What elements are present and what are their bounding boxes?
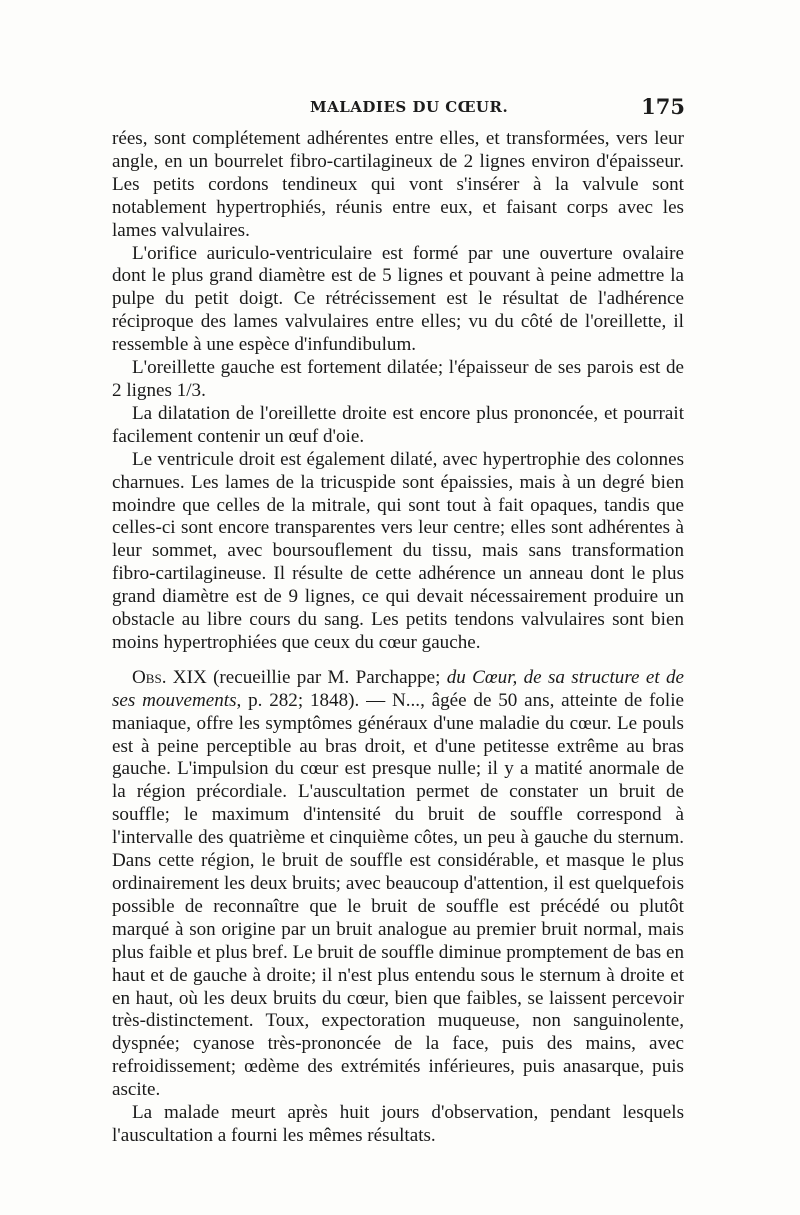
observation-closing: La malade meurt après huit jours d'observation, pendant lesquels l'auscultation a fourni les mêmes résultats. xyxy=(112,1102,684,1146)
paragraph-orifice: L'orifice auriculo-ventriculaire est formé par une ouverture ovalaire dont le plus grand diamètre est de 5 lignes et pouvant à peine admettre la pulpe du petit doigt. Ce rétrécissement est le résultat de l'adhérence réciproque des lames valvulaires entre elles; vu du côté de l'oreillette, il ressemble à une espèce d'infundibulum. xyxy=(112,242,684,356)
paragraph-right-atrium: La dilatation de l'oreillette droite est encore plus prononcée, et pourrait facilement contenir un œuf d'oie. xyxy=(112,402,684,447)
observation-body: , p. 282; 1848). — N..., âgée de 50 ans, atteinte de folie maniaque, offre les symptômes généraux d'une maladie du cœur. Le pouls est à peine perceptible au bras droit, et d'une petitesse extrême au bras gauche. L'impulsion du cœur est presque nulle; il y a matité anormale de la région précordiale. L'auscultation permet de constater un bruit de souffle; le maximum d'intensité du bruit de souffle correspond à l'intervalle des quatrième et cinquième côtes, un peu à gauche du sternum. Dans cette région, le bruit de souffle est considérable, et masque le plus ordinairement les deux bruits; avec beaucoup d'attention, il est quelquefois possible de reconnaître que le bruit de souffle est précédé ou plutôt marqué à son origine par un bruit analogue au premier bruit normal, mais plus faible et plus bref. Le bruit de souffle diminue promptement de bas en haut et de gauche à droite; il n'est plus entendu sous le sternum à droite et en haut, où les deux bruits du cœur, bien que faibles, se laissent percevoir très-distinctement. Toux, expectoration muqueuse, non sanguinolente, dyspnée; cyanose très-prononcée de la face, puis des mains, avec refroidissement; œdème des extrémités inférieures, puis anasarque, puis ascite. xyxy=(112,689,684,1101)
paragraph-right-ventricle: Le ventricule droit est également dilaté, avec hypertrophie des colonnes charnues. Les lames de la tricuspide sont épaissies, mais à un degré bien moindre que celles de la mitrale, qui sont tout à fait opaques, tandis que celles-ci sont encore transparentes vers leur centre; elles sont adhérentes à leur sommet, avec boursouflement du tissu, mais sans transformation fibro-cartilagineuse. Il résulte de cette adhérence un anneau dont le plus grand diamètre est de 9 lignes, ce qui devait nécessairement produire un obstacle au libre cours du sang. Les petits tendons valvulaires sont bien moins hypertrophiées que ceux du cœur gauche. xyxy=(112,448,684,653)
running-head-title: MALADIES DU CŒUR. xyxy=(310,98,509,116)
observation-label: Obs. XIX xyxy=(132,666,207,688)
paragraph-left-atrium: L'oreillette gauche est fortement dilatée; l'épaisseur de ses parois est de 2 lignes 1/3. xyxy=(112,357,684,401)
running-head xyxy=(110,94,685,120)
observation-source-title: du Cœur, de sa structure et de ses mouvements xyxy=(112,666,684,711)
body-text xyxy=(112,128,684,1148)
page-number: 175 xyxy=(641,94,685,119)
observation-source-prefix: (recueillie par M. Parchappe; xyxy=(213,666,447,688)
observation-paragraph xyxy=(112,667,684,1102)
paragraph-valve-description: rées, sont complétement adhérentes entre elles, et transformées, vers leur angle, en un bourrelet fibro-cartilagineux de 2 lignes environ d'épaisseur. Les petits cordons tendineux qui vont s'insérer à la valvule sont notablement hypertrophiés, réunis entre eux, et faisant corps avec les lames valvulaires. xyxy=(112,128,684,241)
